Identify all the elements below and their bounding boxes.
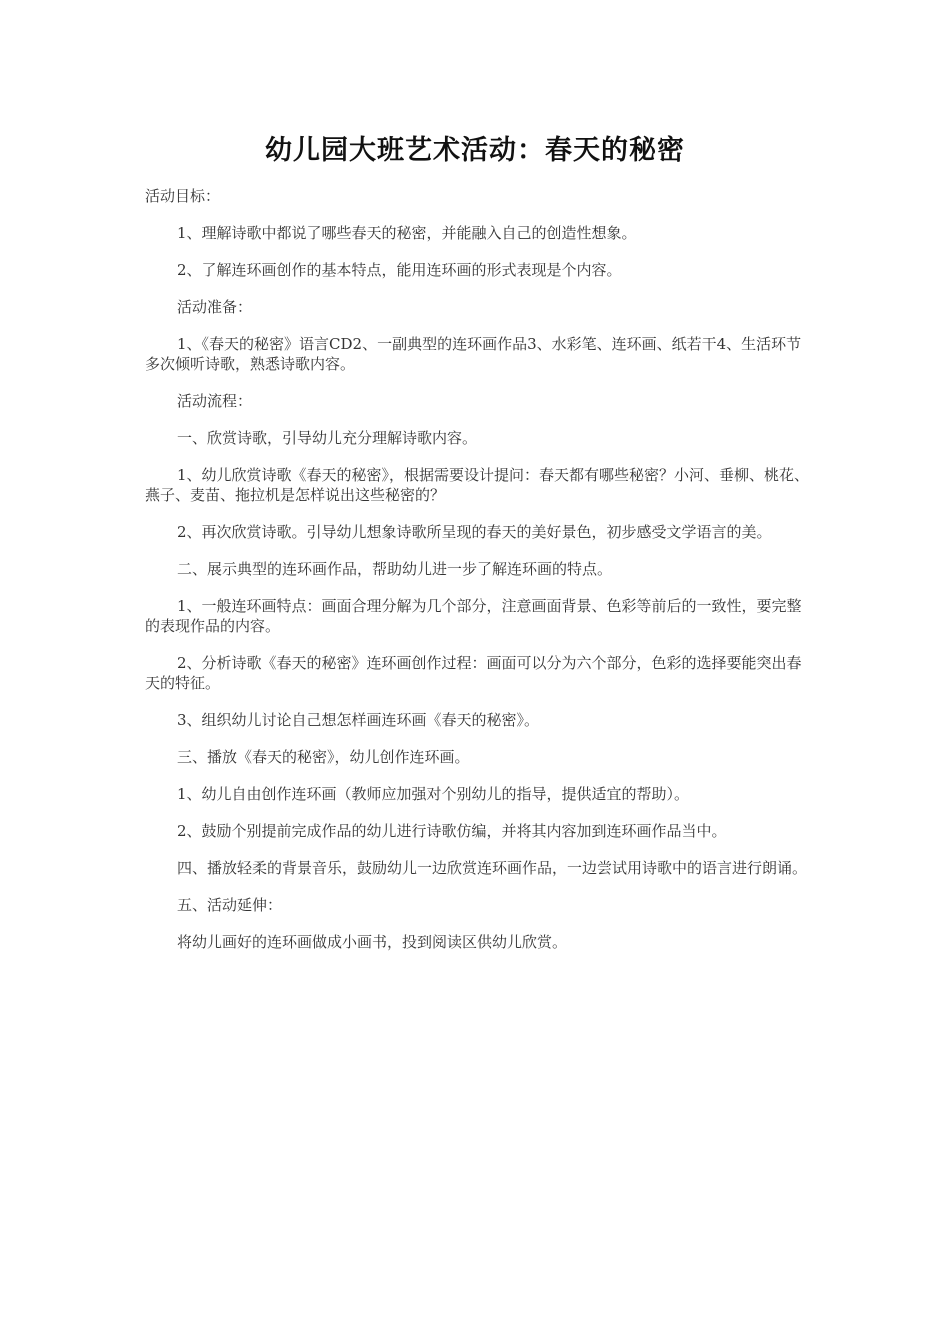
document-paragraph: 四、播放轻柔的背景音乐，鼓励幼儿一边欣赏连环画作品，一边尝试用诗歌中的语言进行朗诵。 [177,859,808,877]
document-title: 幼儿园大班艺术活动：春天的秘密 [265,135,685,166]
document-paragraph: 1、幼儿自由创作连环画（教师应加强对个别幼儿的指导，提供适宜的帮助）。 [177,785,690,803]
document-paragraph: 五、活动延伸： [177,896,283,914]
document-paragraph: 活动目标： [145,187,221,205]
document-paragraph: 二、展示典型的连环画作品，帮助幼儿进一步了解连环画的特点。 [177,560,613,578]
document-paragraph: 活动流程： [177,392,253,410]
document-paragraph: 将幼儿画好的连环画做成小画书，投到阅读区供幼儿欣赏。 [177,933,568,951]
document-paragraph: 2、了解连环画创作的基本特点，能用连环画的形式表现是个内容。 [177,261,622,279]
document-paragraph: 1、幼儿欣赏诗歌《春天的秘密》，根据需要设计提问：春天都有哪些秘密？小河、垂柳、桃花、燕子、麦苗、拖拉机是怎样说出这些秘密的？ [145,466,810,504]
document-paragraph: 2、再次欣赏诗歌。引导幼儿想象诗歌所呈现的春天的美好景色，初步感受文学语言的美。 [177,523,772,541]
document-paragraph: 1、《春天的秘密》语言CD2、一副典型的连环画作品3、水彩笔、连环画、纸若干4、生活环节多次倾听诗歌，熟悉诗歌内容。 [145,335,802,373]
document-paragraph: 1、一般连环画特点：画面合理分解为几个部分，注意画面背景、色彩等前后的一致性，要完整的表现作品的内容。 [145,597,802,635]
document-paragraph: 3、组织幼儿讨论自己想怎样画连环画《春天的秘密》。 [177,711,540,729]
document-paragraph: 2、分析诗歌《春天的秘密》连环画创作过程：画面可以分为六个部分，色彩的选择要能突出春天的特征。 [145,654,802,692]
document-paragraph: 三、播放《春天的秘密》，幼儿创作连环画。 [177,748,470,766]
document-paragraph: 2、鼓励个别提前完成作品的幼儿进行诗歌仿编，并将其内容加到连环画作品当中。 [177,822,727,840]
document-body [145,186,813,969]
document-paragraph: 1、理解诗歌中都说了哪些春天的秘密，并能融入自己的创造性想象。 [177,224,637,242]
document-paragraph: 活动准备： [177,298,253,316]
document-paragraph: 一、欣赏诗歌，引导幼儿充分理解诗歌内容。 [177,429,478,447]
